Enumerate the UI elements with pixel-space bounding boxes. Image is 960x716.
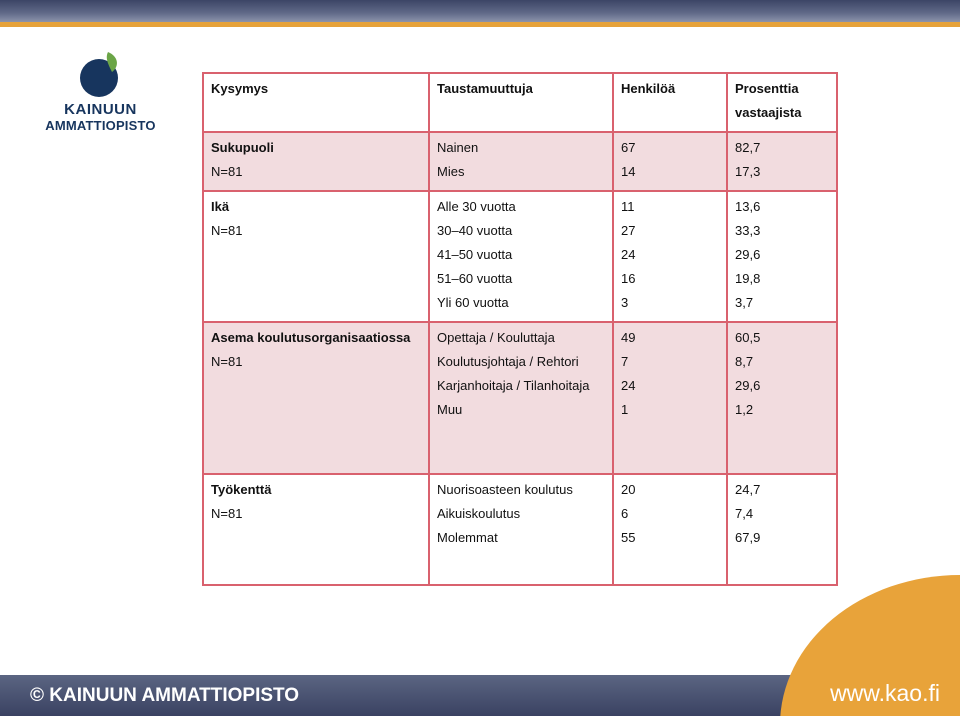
footer-copyright: © KAINUUN AMMATTIOPISTO — [30, 685, 300, 706]
count-value: 20 — [621, 482, 636, 497]
percent-value: 60,5 — [735, 330, 761, 345]
count-value: 6 — [621, 506, 629, 521]
header-cell — [203, 73, 429, 132]
question-label: Asema koulutusorganisaatiossa — [211, 330, 411, 345]
logo-text-line2: AMMATTIOPISTO — [45, 118, 156, 133]
count-value: 16 — [621, 271, 636, 286]
percent-value: 29,6 — [735, 378, 761, 393]
count-cell — [613, 191, 727, 322]
percent-value: 19,8 — [735, 271, 761, 286]
count-value: 1 — [621, 402, 629, 417]
variable-label: Aikuiskoulutus — [437, 506, 521, 521]
sample-size: N=81 — [211, 354, 243, 369]
question-cell — [203, 322, 429, 474]
percent-value: 67,9 — [735, 530, 761, 545]
variable-label: Molemmat — [437, 530, 498, 545]
header-cell — [727, 73, 837, 132]
count-value: 24 — [621, 378, 636, 393]
count-value: 49 — [621, 330, 636, 345]
count-value: 55 — [621, 530, 636, 545]
variable-label: Opettaja / Kouluttaja — [437, 330, 555, 345]
variable-label: Alle 30 vuotta — [437, 199, 516, 214]
count-value: 3 — [621, 295, 629, 310]
header-taustamuuttuja: Taustamuuttuja — [437, 81, 533, 96]
count-cell — [613, 132, 727, 191]
percent-value: 33,3 — [735, 223, 761, 238]
count-value: 24 — [621, 247, 636, 262]
footer-website: www.kao.fi — [830, 680, 940, 706]
variable-label: 51–60 vuotta — [437, 271, 513, 286]
variable-cell — [429, 191, 613, 322]
logo-mark-icon — [78, 50, 124, 100]
variable-label: 30–40 vuotta — [437, 223, 513, 238]
survey-table — [202, 72, 838, 586]
percent-value: 8,7 — [735, 354, 754, 369]
count-value: 11 — [621, 199, 635, 214]
count-value: 67 — [621, 140, 636, 155]
percent-value: 17,3 — [735, 164, 761, 179]
sample-size: N=81 — [211, 164, 243, 179]
percent-cell — [727, 474, 837, 585]
header-cell — [613, 73, 727, 132]
question-cell — [203, 132, 429, 191]
variable-cell — [429, 132, 613, 191]
variable-label: Yli 60 vuotta — [437, 295, 509, 310]
count-cell — [613, 322, 727, 474]
sample-size: N=81 — [211, 506, 243, 521]
question-cell — [203, 191, 429, 322]
count-value: 14 — [621, 164, 636, 179]
percent-value: 1,2 — [735, 402, 754, 417]
table-row — [203, 322, 837, 474]
question-label: Sukupuoli — [211, 140, 274, 155]
percent-value: 7,4 — [735, 506, 754, 521]
variable-label: Karjanhoitaja / Tilanhoitaja — [437, 378, 590, 393]
percent-cell — [727, 191, 837, 322]
header-cell — [429, 73, 613, 132]
variable-label: Koulutusjohtaja / Rehtori — [437, 354, 579, 369]
header-kysymys: Kysymys — [211, 81, 269, 96]
header-henkiloa: Henkilöä — [621, 81, 676, 96]
question-label: Työkenttä — [211, 482, 272, 497]
top-accent-line — [0, 22, 960, 27]
count-cell — [613, 474, 727, 585]
percent-value: 3,7 — [735, 295, 754, 310]
variable-label: Muu — [437, 402, 463, 417]
question-label: Ikä — [211, 199, 230, 214]
percent-cell — [727, 322, 837, 474]
logo-text-line1: KAINUUN — [64, 101, 137, 118]
question-cell — [203, 474, 429, 585]
table-row — [203, 132, 837, 191]
logo — [38, 50, 163, 140]
percent-value: 82,7 — [735, 140, 761, 155]
variable-cell — [429, 474, 613, 585]
count-value: 7 — [621, 354, 629, 369]
percent-value: 13,6 — [735, 199, 761, 214]
variable-cell — [429, 322, 613, 474]
table-row — [203, 474, 837, 585]
header-prosenttia: Prosenttia — [735, 81, 799, 96]
variable-label: Nuorisoasteen koulutus — [437, 482, 573, 497]
sample-size: N=81 — [211, 223, 243, 238]
variable-label: Nainen — [437, 140, 479, 155]
table-header-row — [203, 73, 837, 132]
table-row — [203, 191, 837, 322]
percent-cell — [727, 132, 837, 191]
variable-label: Mies — [437, 164, 465, 179]
header-vastaajista: vastaajista — [735, 105, 802, 120]
percent-value: 29,6 — [735, 247, 761, 262]
variable-label: 41–50 vuotta — [437, 247, 513, 262]
percent-value: 24,7 — [735, 482, 761, 497]
count-value: 27 — [621, 223, 636, 238]
top-bar — [0, 0, 960, 22]
